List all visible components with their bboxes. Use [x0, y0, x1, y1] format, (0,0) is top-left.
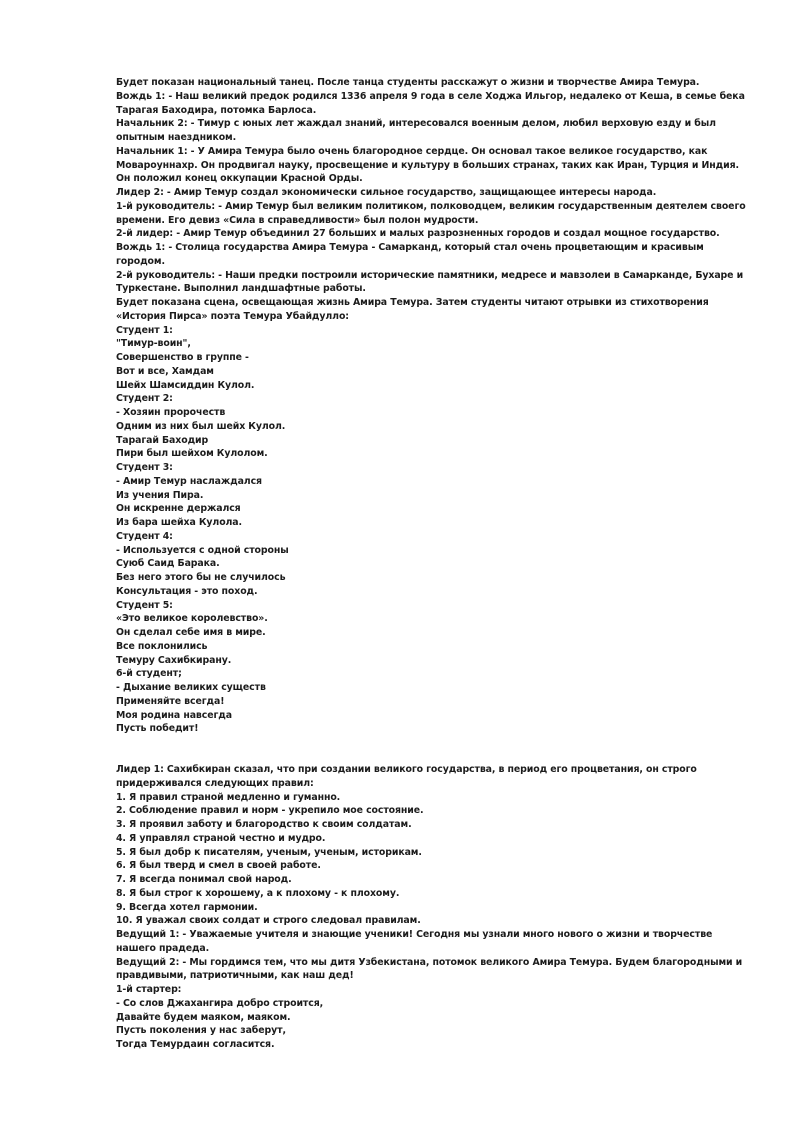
text-line: Одним из них был шейх Кулол.: [116, 420, 286, 432]
text-line: Темуру Сахибкирану.: [116, 654, 232, 666]
text-line: Студент 2:: [116, 393, 173, 405]
text-line: 2-й руководитель: - Наши предки построили исторические памятники, медресе и мавзолеи в Самарканде, Бухаре и Туркестане. Выполнил ландшафтные работы.: [116, 269, 744, 295]
text-line: "Тимур-воин",: [116, 338, 191, 350]
text-line: Лидер 2: - Амир Темур создал экономически сильное государство, защищающее интересы народа.: [116, 187, 657, 198]
text-line: Вот и все, Хамдам: [116, 365, 214, 377]
text-line: Давайте будем маяком, маяком.: [116, 1011, 291, 1023]
text-line: 6-й студент;: [116, 668, 182, 680]
text-line: - Со слов Джахангира добро строится,: [116, 997, 324, 1009]
text-line: Пусть поколения у нас заберут,: [116, 1025, 286, 1037]
text-line: Из учения Пира.: [116, 489, 204, 501]
text-line: 9. Всегда хотел гармонии.: [116, 901, 258, 913]
text-line: Все поклонились: [116, 640, 208, 652]
text-line: Моя родина навсегда: [116, 709, 232, 721]
text-line: Из бара шейха Кулола.: [116, 517, 242, 528]
text-line: 8. Я был строг к хорошему, а к плохому - к плохому.: [116, 887, 400, 899]
text-line: Он сделал себе имя в мире.: [116, 627, 266, 638]
paragraph-gap: [116, 736, 746, 763]
text-line: Вождь 1: - Столица государства Амира Темура - Самарканд, который стал очень процветающим и красивым городом.: [116, 242, 704, 267]
text-line: Суюб Саид Барака.: [116, 558, 220, 570]
text-line: - Дыхание великих существ: [116, 682, 266, 693]
text-line: Шейх Шамсиддин Кулол.: [116, 379, 255, 391]
text-line: - Хозяин пророчеств: [116, 407, 226, 418]
text-line: 1-й руководитель: - Амир Темур был великим политиком, полководцем, великим государственным деятелем своего времени. Его девиз «Сила в справедливости» был полон мудрости.: [116, 200, 746, 226]
text-line: 7. Я всегда понимал свой народ.: [116, 874, 292, 885]
text-line: Лидер 1: Сахибкиран сказал, что при создании великого государства, в период его процветания, он строго придерживался следующих правил:: [116, 764, 697, 789]
text-line: 1. Я правил страной медленно и гуманно.: [116, 791, 341, 803]
text-line: Ведущий 2: - Мы гордимся тем, что мы дитя Узбекистана, потомок великого Амира Темура. Будем благородными и правдивыми, патриотичными, как наш дед!: [116, 956, 743, 982]
text-line: 10. Я уважал своих солдат и строго следовал правилам.: [116, 915, 421, 927]
text-line: Тогда Темурдаин согласится.: [116, 1039, 275, 1050]
text-line: Вождь 1: - Наш великий предок родился 1336 апреля 9 года в селе Ходжа Ильгор, недалеко от Кеша, в семье бека Тарагая Баходира, потомка Барлоса.: [116, 90, 745, 116]
text-block-2: [116, 763, 746, 1052]
text-line: - Используется с одной стороны: [116, 544, 289, 556]
text-line: Будет показана сцена, освещающая жизнь Амира Темура. Затем студенты читают отрывки из стихотворения «История Пирса» поэта Темура Убайдулло:: [116, 297, 709, 322]
text-line: 4. Я управлял страной честно и мудро.: [116, 832, 326, 844]
text-line: 1-й стартер:: [116, 984, 182, 995]
text-line: Начальник 1: - У Амира Темура было очень благородное сердце. Он основал такое великое государство, как Мовароуннахр. Он продвигал науку, просвещение и культуру в больших странах, таких как Иран, Турция и Индия. Он положил конец оккупации Красной Орды.: [116, 145, 739, 185]
text-line: Будет показан национальный танец. После танца студенты расскажут о жизни и творчестве Амира Темура.: [116, 77, 700, 88]
text-line: Пусть победит!: [116, 723, 199, 735]
text-line: 2-й лидер: - Амир Темур объединил 27 больших и малых разрозненных городов и создал мощное государство.: [116, 228, 720, 240]
text-line: Студент 4:: [116, 530, 173, 542]
document-page: [116, 76, 746, 1052]
text-line: Консультация - это поход.: [116, 585, 258, 597]
text-line: 6. Я был тверд и смел в своей работе.: [116, 860, 321, 872]
text-line: Он искренне держался: [116, 503, 241, 515]
text-line: Студент 1:: [116, 324, 173, 336]
text-line: 5. Я был добр к писателям, ученым, ученым, историкам.: [116, 846, 422, 858]
text-line: Без него этого бы не случилось: [116, 572, 286, 583]
text-line: Студент 5:: [116, 599, 173, 611]
text-line: Совершенство в группе -: [116, 352, 249, 363]
text-line: Начальник 2: - Тимур с юных лет жаждал знаний, интересовался военным делом, любил верховую езду и был опытным наездником.: [116, 118, 716, 143]
text-line: Студент 3:: [116, 462, 173, 473]
text-block-1: [116, 76, 746, 736]
text-line: Применяйте всегда!: [116, 695, 225, 707]
text-line: 3. Я проявил заботу и благородство к своим солдатам.: [116, 819, 412, 830]
text-line: Пири был шейхом Кулолом.: [116, 448, 268, 460]
text-line: Тарагай Баходир: [116, 434, 209, 446]
text-line: «Это великое королевство».: [116, 613, 268, 625]
text-line: Ведущий 1: - Уважаемые учителя и знающие ученики! Сегодня мы узнали много нового о жизни и творчестве нашего прадеда.: [116, 929, 713, 954]
text-line: - Амир Темур наслаждался: [116, 475, 262, 487]
text-line: 2. Соблюдение правил и норм - укрепило мое состояние.: [116, 805, 424, 817]
